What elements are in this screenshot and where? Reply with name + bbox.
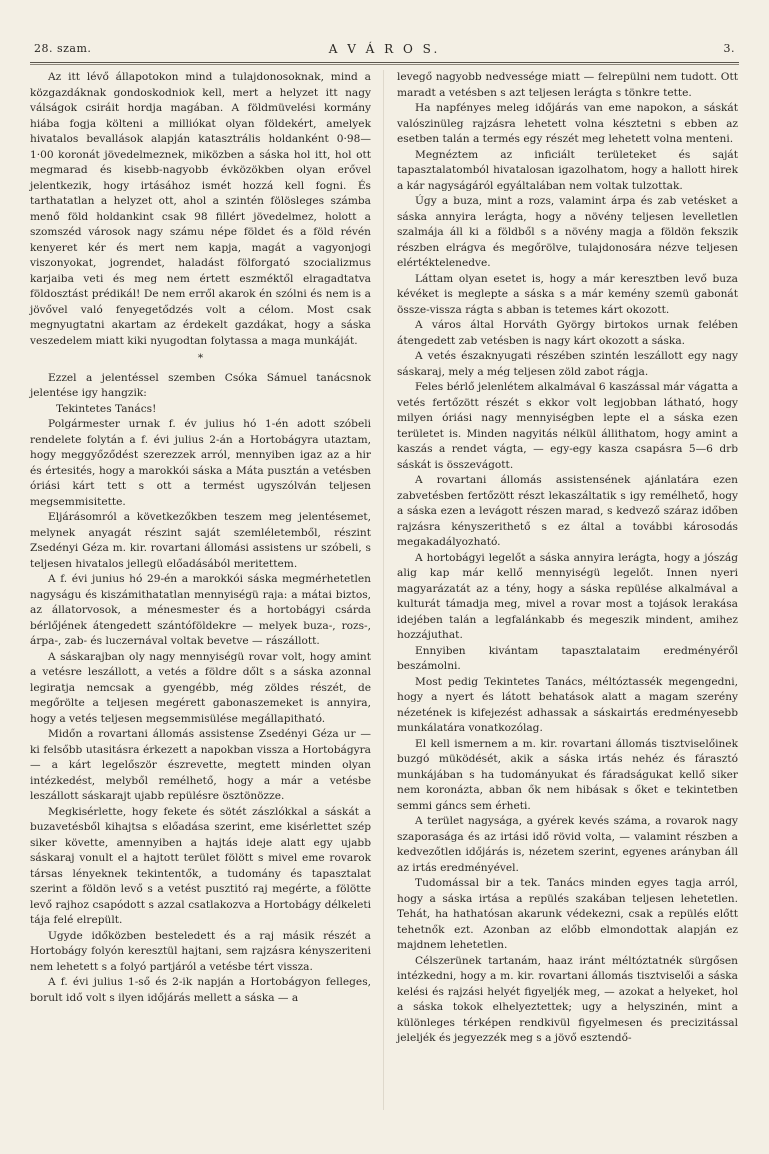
- page-number: 3.: [723, 42, 735, 55]
- header-rule: [30, 62, 739, 63]
- right-paragraph-12: Most pedig Tekintetes Tanács, méltóztassék megengedni, hogy a nyert és látott behatások alatt a magam szerény nézetének is kifejezést adhassak a sáskairtás eredményesebb munkálatára vonatkozólag.: [397, 675, 738, 734]
- right-paragraph-6: A város által Horváth György birtokos urnak felében átengedett zab vetésben is nagy kárt okozott a sáska.: [397, 319, 738, 347]
- right-paragraph-4: Úgy a buza, mint a rozs, valamint árpa és zab vetésket a sáska annyira lerágta, hogy a növény teljesen levelletlen szalmája áll ki a földből s a növény magja a földön fekszik részben elrágva és megőrölve, tulajdonosára nézve teljesen elértéktelenedve.: [397, 195, 738, 269]
- left-paragraph-5: Eljárásomról a következőkben teszem meg jelentésemet, melynek anyagát részint saját szemléletemből, részint Zsedényi Géza m. kir. rovartani állomási assistens ur szóbeli, s teljesen hivatalos jellegü előadásából meritettem.: [30, 511, 371, 570]
- salutation: Tekintetes Tanács!: [56, 402, 157, 415]
- right-paragraph-3: Megnéztem az inficiált területeket és saját tapasztalatomból hivatalosan igazolhatom, hogy a hallott hirek a kár nagyságáról egyáltalában nem voltak tulzottak.: [397, 148, 738, 192]
- left-paragraph-1: Az itt lévő állapotokon mind a tulajdonosoknak, mind a közgazdáknak gondoskodniok kell, mert a helyzet itt nagy válságok csiráit hordja magában. A földmüvelési kormány hiába fogja költeni a milliókat olyan földekért, amelyek hivatalos bevallások alapján katasztrális holdanként 0·98—1·00 koronát jövedelmeznek, miközben a sáska hol itt, hol ott megmarad és kisebb-nagyobb évközökben olyan erővel jelentkezik, hogy irtásához ismét hozzá kell fogni. És tarthatatlan a helyzet ott, ahol a szintén fölösleges számba menő föld holdankint csak 98 fillért jövedelmez, holott a szomszéd városok nagy számu népe földet és a föld révén kenyeret kér és mert nem kapja, magát a vagyonjogi viszonyokat, jogrendet, haladást fölforgató szocializmus karjaiba veti és meg nem értett eszméktől elragadtatva földosztást prédikál! De nem erről akarok én szólni és nem is a jövővel való fenyegetődzés volt a célom. Most csak megnyugtatni akartam az érdekelt gazdákat, hogy a sáska veszedelem miatt kiki nyugodtan folytassa a maga munkáját.: [30, 71, 371, 347]
- left-paragraph-2: Ezzel a jelentéssel szemben Csóka Sámuel tanácsnok jelentése igy hangzik:: [30, 371, 371, 399]
- right-paragraph-14: A terület nagysága, a gyérek kevés száma, a rovarok nagy szaporasága és az irtási idő rövid volta, — valamint részben a kedvezőtlen időjárás is, nézetem szerint, egyenes arányban áll az irtás eredményével.: [397, 815, 738, 874]
- column-divider: [383, 70, 384, 1110]
- header-rule-secondary: [30, 64, 739, 65]
- right-paragraph-11: Ennyiben kivántam tapasztalataim eredményéről beszámolni.: [397, 644, 738, 672]
- right-paragraph-16: Célszerünek tartanám, haaz iránt méltóztatnék sürgősen intézkedni, hogy a m. kir. rovartani állomás tisztviselői a sáska kelési és rajzási helyét figyeljék meg, — azokat a helyeket, hol a sáska tokok elhelyeztettek; ugy a helyszinén, mint a különleges térképen rendkivül figyelmesen és precizitással jeleljék és jegyezzék meg s a jövő esztendő-: [397, 954, 738, 1044]
- left-paragraph-6: A f. évi junius hó 29-én a marokkói sáska megmérhetetlen nagyságu és kiszámithatatlan mennyiségü raja: a mátai biztos, az állatorvosok, a ménesmester és a hortobágyi csárda bérlőjének átengedett szántóföldekre — melyek buza-, rozs-, árpa-, zab- és luczernával voltak bevetve — rászállott.: [30, 573, 371, 647]
- page-header: [30, 42, 739, 62]
- right-paragraph-9: A rovartani állomás assistensének ajánlatára ezen zabvetésben fertőzött részt lekaszáltatik s igy remélhető, hogy a sáska ezen a levágott részen marad, s kedvező száraz időben rajzásra kényszerithető s ez által a további károsodás megakadályozható.: [397, 474, 738, 548]
- right-paragraph-8: Feles bérlő jelenlétem alkalmával 6 kaszással már vágatta a vetés fertőzött részét s ekkor volt legjobban látható, hogy milyen óriási nagy mennyiségben lepte el a sáska ezen területet is. Minden nagyitás nélkül állithatom, hogy amint a kaszás a rendet vágta, — egy-egy kasza csapásra 5—6 drb sáskát is összevágott.: [397, 381, 738, 471]
- newspaper-title: A V Á R O S.: [328, 42, 441, 56]
- left-paragraph-10: Ugyde időközben besteledett és a raj másik részét a Hortobágy folyón keresztül hajtani, sem rajzásra kényszeriteni nem lehetett s a folyó partjáról a vetésbe tért vissza.: [30, 929, 371, 973]
- right-paragraph-7: A vetés északnyugati részében szintén leszállott egy nagy sáskaraj, mely a még teljesen zöld zabot rágja.: [397, 350, 738, 378]
- right-column: [397, 70, 738, 1047]
- left-paragraph-7: A sáskarajban oly nagy mennyiségü rovar volt, hogy amint a vetésre leszállott, a vetés a földre dőlt s a sáska azonnal legiratja nemcsak a gyengébb, még zöldes részét, de megőrölte a teljesen megérett gabonaszemeket is annyira, hogy a vetés teljesen megsemmisülése megállapitható.: [30, 650, 371, 725]
- left-column: [30, 70, 371, 1006]
- left-paragraph-8: Midőn a rovartani állomás assistense Zsedényi Géza ur — ki felsőbb utasitásra érkezett a napokban vissza a Hortobágyra — a kárt legelőször észrevette, megtett minden olyan intézkedést, melyből remélhető, hogy a már a vetésbe leszállott sáskarajt ujabb repülésre ösztönözze.: [30, 728, 371, 802]
- right-paragraph-10: A hortobágyi legelőt a sáska annyira lerágta, hogy a jószág alig kap már kellő mennyiségü legelőt. Innen nyeri magyarázatát az a tény, hogy a sáska repülése alkalmával a kulturát támadja meg, mivel a rovar most a tojások lerakása idejében talán a legfalánkabb és megeszik mindent, amihez hozzájuthat.: [397, 551, 738, 641]
- left-paragraph-11: A f. évi julius 1-ső és 2-ik napján a Hortobágyon felleges, borult idő volt s ilyen időjárás mellett a sáska — a: [30, 976, 371, 1004]
- right-paragraph-2: Ha napfényes meleg időjárás van eme napokon, a sáskát valószinüleg rajzásra lehetett volna késztetni s ebben az esetben talán a termés egy részét meg lehetett volna menteni.: [397, 102, 738, 145]
- left-paragraph-9: Megkisérlette, hogy fekete és sötét zászlókkal a sáskát a buzavetésből kihajtsa s előadása szerint, eme kisérlettet szép siker követte, amennyiben a hajtás ideje alatt egy ujabb sáskaraj vonult el a hajtott terület fölött s mivel eme rovarok társas lényeknek tekintentők, a tudomány és tapasztalat szerint a földön levő s a vetést pusztitó raj megérte, a fölötte levő rajhoz csapódott s azzal csatlakozva a Hortobágy délkeleti tája felé elrepült.: [30, 805, 371, 926]
- right-paragraph-13: El kell ismernem a m. kir. rovartani állomás tisztviselőinek buzgó müködését, akik a sáska irtás nehéz és fárasztó munkájában s ha tudományukat és fáradságukat kellő siker nem koronázta, abban ők nem hibásak s őket e tekintetben semmi gáncs sem érheti.: [397, 737, 738, 812]
- issue-number: 28. szam.: [34, 42, 92, 55]
- right-paragraph-5: Láttam olyan esetet is, hogy a már keresztben levő buza kévéket is meglepte a sáska s a már kemény szemü gabonát össze-vissza rágta s abban is tetemes kárt okozott.: [397, 272, 738, 316]
- right-paragraph-15: Tudomással bir a tek. Tanács minden egyes tagja arról, hogy a sáska irtása a repülés szakában teljesen lehetetlen. Tehát, ha hathatósan akarunk védekezni, csak a repülés előtt tehetnők ezt. Azonban az előbb elmondottak alapján ez majdnem lehetetlen.: [397, 877, 738, 951]
- left-paragraph-4: Polgármester urnak f. év julius hó 1-én adott szóbeli rendelete folytán a f. évi julius 2-án a Hortobágyra utaztam, hogy meggyőződést szerezzek arról, mennyiben igaz az a hir és értesités, hogy a marokkói sáska a Máta pusztán a vetésben óriási kárt tett s ott a termést ugyszólván teljesen megsemmisitette.: [30, 418, 371, 508]
- right-paragraph-1: levegő nagyobb nedvessége miatt — felrepülni nem tudott. Ott maradt a vetésben s azt teljesen lerágta s tönkre tette.: [397, 71, 738, 99]
- section-separator-star: *: [197, 352, 204, 364]
